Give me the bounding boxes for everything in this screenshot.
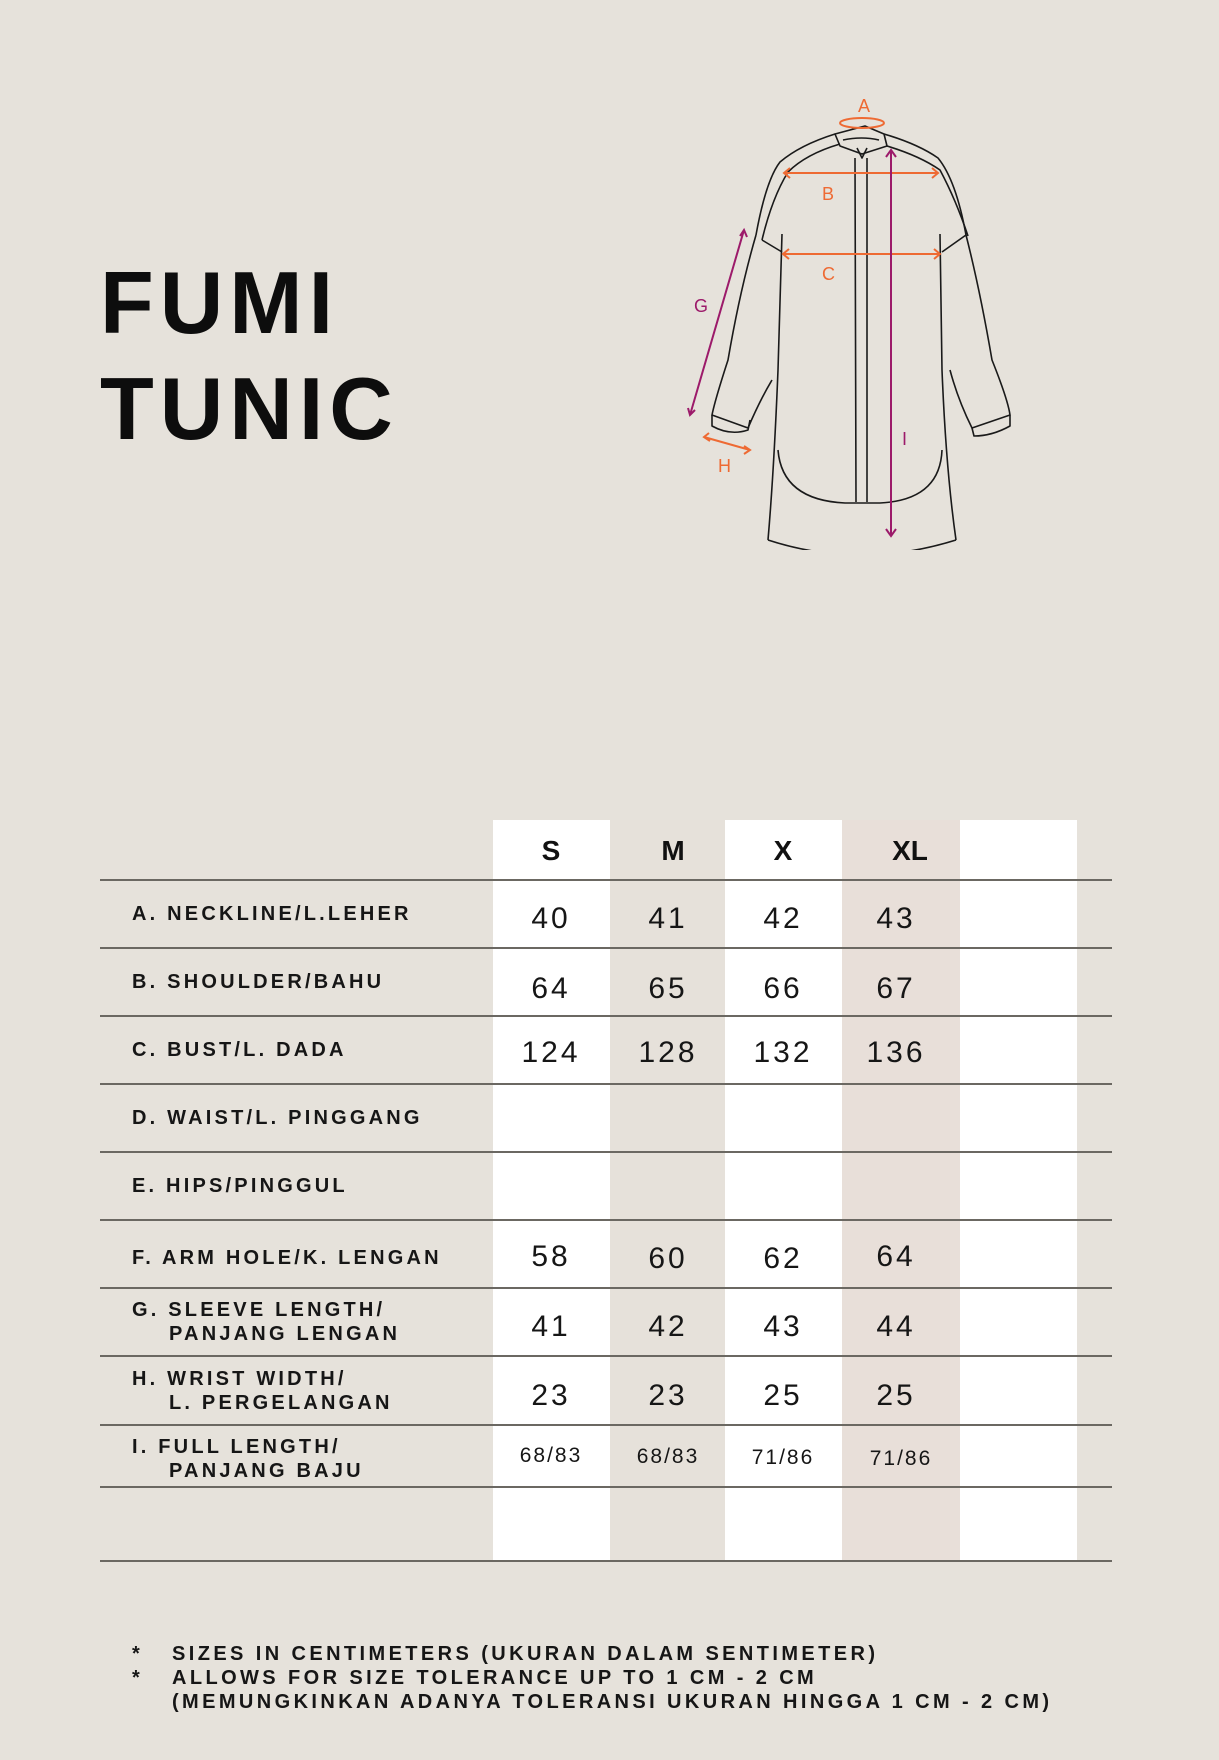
table-divider: [100, 879, 1112, 881]
table-divider: [100, 1486, 1112, 1488]
value-cell: 42: [763, 902, 803, 935]
size-header-x: X: [773, 835, 793, 866]
value-cell: 43: [876, 902, 916, 935]
neck-measure-icon: [840, 96, 884, 128]
value-cell: 67: [876, 972, 916, 1005]
value-cell: 41: [531, 1310, 571, 1343]
value-cell: 58: [531, 1240, 571, 1273]
table-divider: [100, 1083, 1112, 1085]
size-header-s: S: [541, 835, 561, 866]
product-title-line1: FUMI: [100, 253, 340, 352]
table-divider: [100, 1151, 1112, 1153]
svg-text:B: B: [822, 184, 835, 204]
product-title: [100, 250, 399, 462]
size-notes: [132, 1642, 1052, 1714]
full-length-measure-icon: [886, 150, 907, 536]
bust-measure-icon: [783, 249, 940, 284]
value-cell: 42: [648, 1310, 688, 1343]
tunic-outline-icon: [712, 126, 1010, 550]
value-cell: 65: [648, 972, 688, 1005]
note-tolerance: ALLOWS FOR SIZE TOLERANCE UP TO 1 CM - 2 CM: [172, 1667, 818, 1689]
value-cell: 23: [531, 1379, 571, 1412]
row-label-neckline: A. NECKLINE/L.LEHER: [132, 903, 412, 925]
size-column-blank-band: [960, 820, 1077, 1561]
value-cell: 40: [531, 902, 571, 935]
value-cell: 71/86: [869, 1447, 933, 1470]
value-cell: 60: [648, 1242, 688, 1275]
value-cell: 41: [648, 902, 688, 935]
row-label-waist: D. WAIST/L. PINGGANG: [132, 1107, 423, 1129]
value-cell: 124: [521, 1036, 581, 1069]
wrist-measure-icon: [704, 433, 750, 476]
value-cell: 71/86: [751, 1446, 815, 1469]
row-label-arm-hole: F. ARM HOLE/K. LENGAN: [132, 1247, 442, 1269]
table-divider: [100, 1015, 1112, 1017]
value-cell: 25: [763, 1379, 803, 1412]
note-centimeters: SIZES IN CENTIMETERS (UKURAN DALAM SENTIMETER): [172, 1643, 879, 1665]
row-label-wrist-width: H. WRIST WIDTH/ L. PERGELANGAN: [132, 1368, 393, 1414]
table-divider: [100, 1219, 1112, 1221]
value-cell: 62: [763, 1242, 803, 1275]
row-label-bust: C. BUST/L. DADA: [132, 1039, 347, 1061]
value-cell: 68/83: [519, 1444, 583, 1467]
svg-text:H: H: [718, 456, 731, 476]
shoulder-measure-icon: [784, 168, 938, 204]
row-label-hips: E. HIPS/PINGGUL: [132, 1175, 348, 1197]
value-cell: 43: [763, 1310, 803, 1343]
row-label-sleeve-length: G. SLEEVE LENGTH/ PANJANG LENGAN: [132, 1299, 401, 1345]
table-divider: [100, 1560, 1112, 1562]
value-cell: 68/83: [636, 1445, 700, 1468]
sleeve-length-measure-icon: [688, 230, 747, 415]
bullet-star: *: [132, 1643, 144, 1665]
size-header-xl: XL: [892, 835, 928, 866]
row-label-full-length: I. FULL LENGTH/ PANJANG BAJU: [132, 1436, 364, 1482]
tunic-measurement-diagram: [600, 70, 1020, 550]
bullet-star: *: [132, 1667, 144, 1689]
value-cell: 136: [866, 1036, 926, 1069]
note-tolerance-translation: (MEMUNGKINKAN ADANYA TOLERANSI UKURAN HINGGA 1 CM - 2 CM): [172, 1691, 1053, 1713]
value-cell: 66: [763, 972, 803, 1005]
table-divider: [100, 947, 1112, 949]
value-cell: 25: [876, 1379, 916, 1412]
table-divider: [100, 1355, 1112, 1357]
table-divider: [100, 1424, 1112, 1426]
svg-text:I: I: [902, 429, 908, 449]
value-cell: 132: [753, 1036, 813, 1069]
value-cell: 64: [876, 1240, 916, 1273]
svg-text:G: G: [694, 296, 709, 316]
value-cell: 64: [531, 972, 571, 1005]
value-cell: 23: [648, 1379, 688, 1412]
value-cell: 128: [638, 1036, 698, 1069]
value-cell: 44: [876, 1310, 916, 1343]
svg-text:C: C: [822, 264, 835, 284]
table-divider: [100, 1287, 1112, 1289]
product-title-line2: TUNIC: [100, 359, 399, 458]
row-label-shoulder: B. SHOULDER/BAHU: [132, 971, 385, 993]
svg-text:A: A: [857, 96, 871, 116]
size-header-m: M: [661, 835, 685, 866]
